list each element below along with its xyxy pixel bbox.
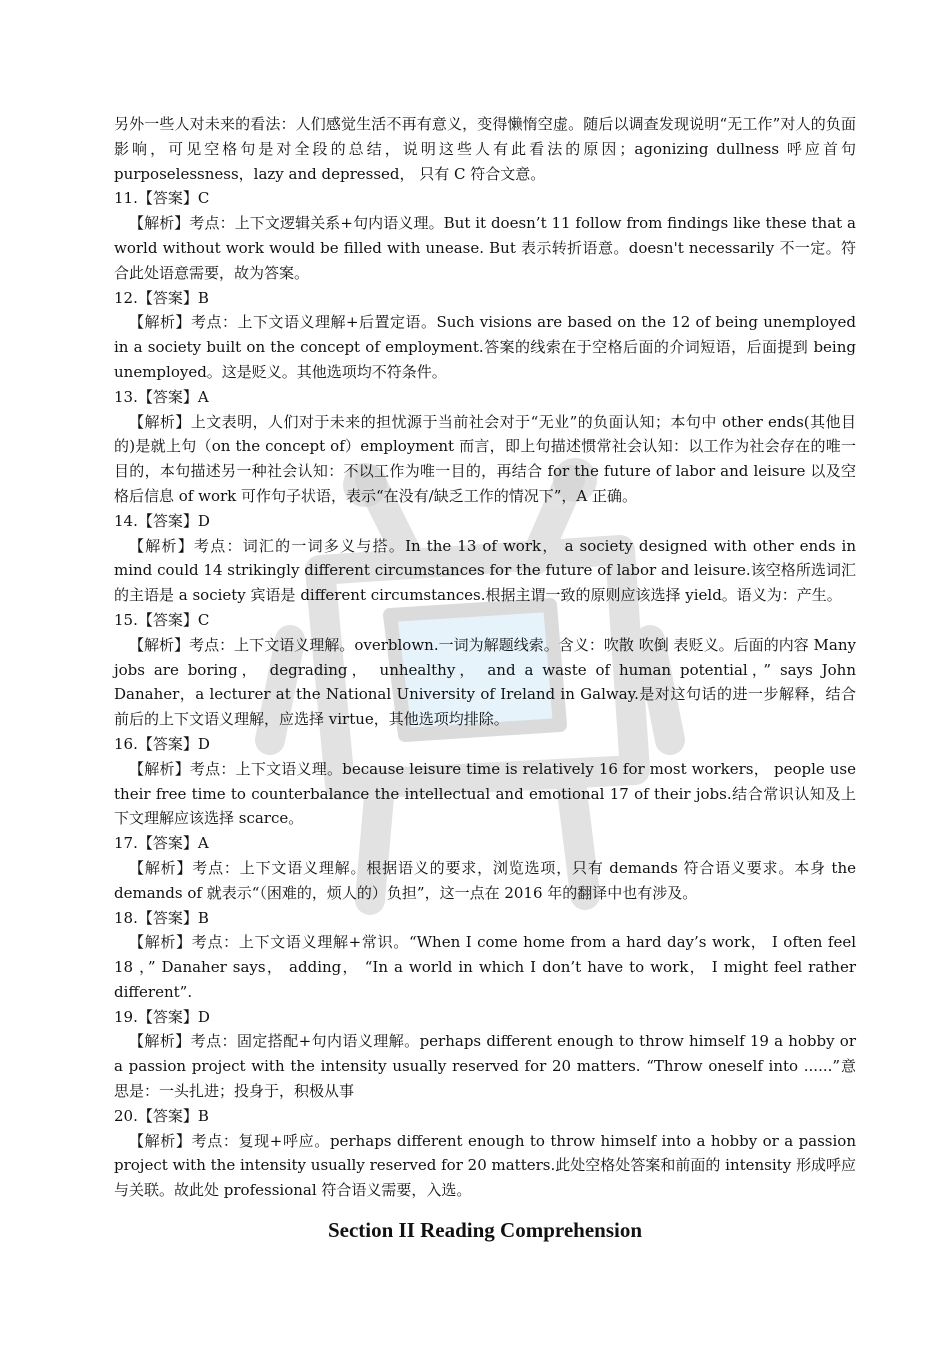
- answer-17: 17.【答案】A: [114, 834, 209, 853]
- answer-14: 14.【答案】D: [114, 511, 210, 530]
- answer-18: 18.【答案】B: [114, 908, 209, 927]
- answer-12: 12.【答案】B: [114, 288, 209, 307]
- answer-11: 11.【答案】C: [114, 189, 210, 208]
- answer-13: 13.【答案】A: [114, 387, 209, 406]
- analysis-11: 【解析】考点：上下文逻辑关系+句内语义理。But it doesn’t 11 follow from findings like these that a world without work would be filled with unease. But 表示转折语意。doesn't necessarily 不一定。符合此处语意需要，故为答案。: [114, 214, 856, 282]
- analysis-15: 【解析】考点：上下文语义理解。overblown.一词为解题线索。含义：吹散 吹倒 表贬义。后面的内容 Many jobs are boring， degrading， unhealthy， and a waste of human potential，” says John Danaher，a lecturer at the National University of Ireland in Galway.是对这句话的进一步解释，结合前后的上下文语义理解，应选择 virtue，其他选项均排除。: [114, 635, 856, 729]
- analysis-13: 【解析】上文表明，人们对于未来的担忧源于当前社会对于“无业”的负面认知；本句中 other ends(其他目的)是就上句（on the concept of）employment 而言，即上句描述惯常社会认知：以工作为社会存在的唯一目的，本句描述另一种社会认知：不以工作为唯一目的，再结合 for the future of labor and leisure 以及空格后信息 of work 可作句子状语，表示“在没有/缺乏工作的情况下”，A 正确。: [114, 412, 856, 505]
- analysis-18: 【解析】考点：上下文语义理解+常识。“When I come home from a hard day’s work， I often feel 18 ，” Danaher says， adding， “In a world in which I don’t have to work， I might feel rather different”.: [114, 933, 856, 1001]
- analysis-14: 【解析】考点：词汇的一词多义与搭。In the 13 of work， a society designed with other ends in mind could 14 strikingly different circumstances for the future of labor and leisure.该空格所选词汇的主语是 a society 宾语是 different circumstances.根据主谓一致的原则应该选择 yield。语义为：产生。: [114, 536, 856, 605]
- analysis-19: 【解析】考点：固定搭配+句内语义理解。perhaps different enough to throw himself 19 a hobby or a passion project with the intensity usually reserved for 20 matters. “Throw oneself into ......”意思是：一头扎进；投身于，积极从事: [114, 1032, 856, 1101]
- analysis-20: 【解析】考点：复现+呼应。perhaps different enough to throw himself into a hobby or a passion project with the intensity usually reserved for 20 matters.此处空格处答案和前面的 intensity 形成呼应与关联。故此处 professional 符合语义需要，入选。: [114, 1131, 856, 1200]
- analysis-12: 【解析】考点：上下文语义理解+后置定语。Such visions are based on the 12 of being unemployed in a society built on the concept of employment.答案的线索在于空格后面的介词短语，后面提到 being unemployed。这是贬义。其他选项均不符条件。: [114, 313, 856, 381]
- answer-15: 15.【答案】C: [114, 610, 210, 629]
- answer-19: 19.【答案】D: [114, 1007, 210, 1026]
- document-body: [114, 112, 856, 1245]
- intro-paragraph: 另外一些人对未来的看法：人们感觉生活不再有意义，变得懒惰空虚。随后以调查发现说明“无工作”对人的负面影响，可见空格句是对全段的总结，说明这些人有此看法的原因；agonizing dullness 呼应首句 purposelessness，lazy and depressed， 只有 C 符合文意。: [114, 115, 856, 183]
- analysis-16: 【解析】考点：上下文语义理。because leisure time is relatively 16 for most workers， people use their free time to counterbalance the intellectual and emotional 17 of their jobs.结合常识认知及上下文理解应该选择 scarce。: [114, 759, 856, 828]
- analysis-17: 【解析】考点：上下文语义理解。根据语义的要求，浏览选项，只有 demands 符合语义要求。本身 the demands of 就表示“（困难的，烦人的）负担”，这一点在 2016 年的翻译中也有涉及。: [114, 858, 856, 902]
- answer-20: 20.【答案】B: [114, 1106, 209, 1125]
- answer-16: 16.【答案】D: [114, 734, 210, 753]
- section-title: Section II Reading Comprehension: [327, 1218, 643, 1243]
